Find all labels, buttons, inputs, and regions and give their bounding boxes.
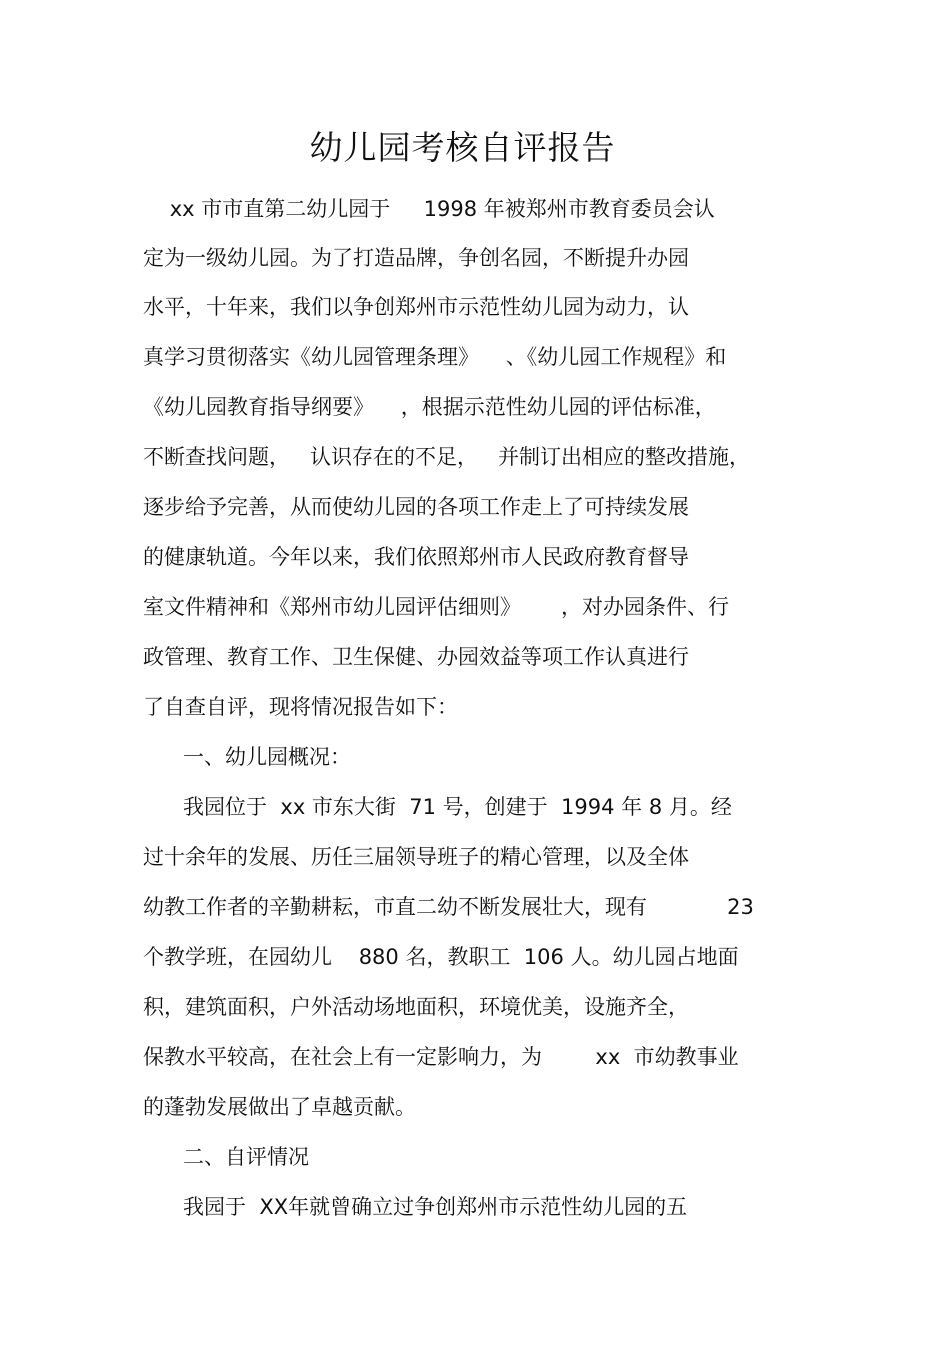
text-line: 保教水平较高，在社会上有一定影响力，为 xx 市幼教事业 — [143, 1045, 739, 1069]
text-line: 真学习贯彻落实《幼儿园管理条理》 、《幼儿园工作规程》和 — [143, 345, 727, 369]
text-line: 个教学班，在园幼儿 880 名，教职工 106 人。幼儿园占地面 — [143, 945, 739, 969]
text-line: 水平，十年来，我们以争创郑州市示范性幼儿园为动力，认 — [143, 295, 689, 319]
text-line: 积，建筑面积，户外活动场地面积，环境优美，设施齐全， — [143, 995, 689, 1019]
text-line: 逐步给予完善，从而使幼儿园的各项工作走上了可持续发展 — [143, 495, 689, 519]
text-line: 室文件精神和《郑州市幼儿园评估细则》 ，对办园条件、行 — [143, 595, 730, 619]
text-line: 政管理、教育工作、卫生保健、办园效益等项工作认真进行 — [143, 645, 689, 669]
text-line: 定为一级幼儿园。为了打造品牌，争创名园，不断提升办园 — [143, 246, 689, 270]
text-line: 幼教工作者的辛勤耕耘，市直二幼不断发展壮大，现有 23 — [143, 895, 754, 919]
text-line: 我园于 XX年就曾确立过争创郑州市示范性幼儿园的五 — [143, 1195, 688, 1219]
section-heading: 一、幼儿园概况： — [143, 745, 352, 769]
text-line: 过十余年的发展、历任三届领导班子的精心管理，以及全体 — [143, 845, 689, 869]
text-line: xx 市市直第二幼儿园于 1998 年被郑州市教育委员会认 — [143, 197, 715, 221]
document-title: 幼儿园考核自评报告 — [309, 128, 616, 167]
text-line: 的蓬勃发展做出了卓越贡献。 — [143, 1095, 416, 1119]
text-line: 《幼儿园教育指导纲要》 ，根据示范性幼儿园的评估标准， — [143, 395, 716, 419]
text-line: 了自查自评，现将情况报告如下： — [143, 695, 458, 719]
text-line: 的健康轨道。今年以来，我们依照郑州市人民政府教育督导 — [143, 545, 689, 569]
text-line: 不断查找问题， 认识存在的不足， 并制订出相应的整改措施， — [143, 445, 751, 469]
section-heading: 二、自评情况 — [143, 1145, 310, 1169]
text-line: 我园位于 xx 市东大街 71 号，创建于 1994 年 8 月。经 — [143, 795, 732, 819]
